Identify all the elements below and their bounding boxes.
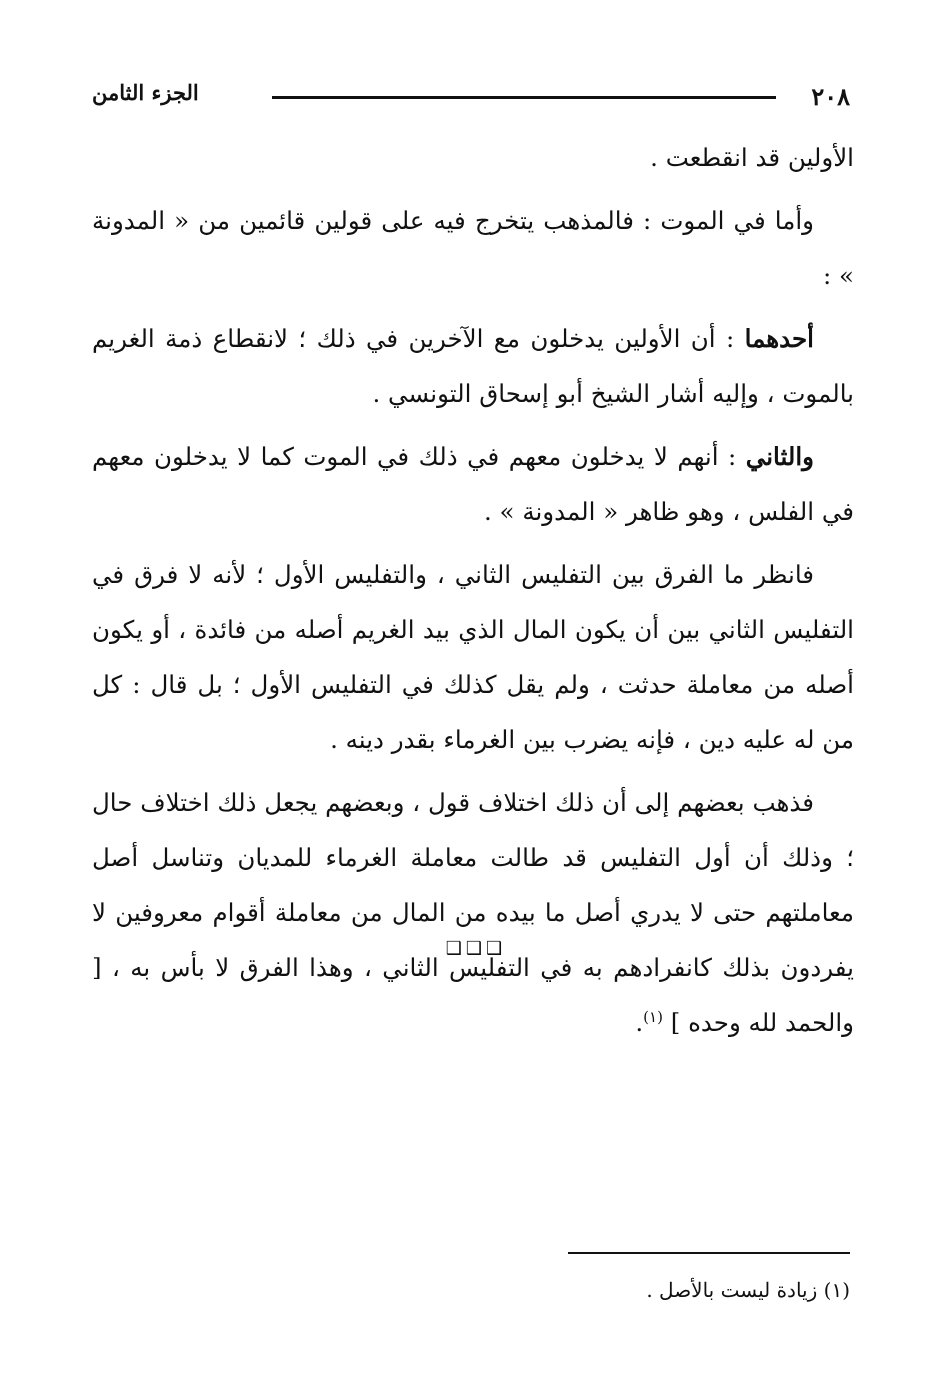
conclusion-end: . xyxy=(635,1008,644,1037)
first-opinion-lead: أحدهما xyxy=(744,324,814,353)
paragraph-death-case: وأما في الموت : فالمذهب يتخرج فيه على قولين قائمين من « المدونة » : xyxy=(92,206,854,290)
paragraph-conclusion xyxy=(92,775,854,1050)
page-header xyxy=(92,72,850,112)
section-end-ornament: ❑❑❑ xyxy=(445,938,507,959)
conclusion-text: فذهب بعضهم إلى أن ذلك اختلاف قول ، وبعضهم يجعل ذلك اختلاف حال ؛ وذلك أن أول التفليس قد طالت معاملة الغرماء للمديان وتناسل أصل معاملتهم حتى لا يدري أصل ما بيده من المال من معاملة أقوام معروفين لا يفردون بذلك كانفرادهم به في التفليس الثاني ، وهذا الفرق لا بأس به ، [ والحمد لله وحده ] xyxy=(92,788,854,1037)
main-text xyxy=(92,130,854,1058)
paragraph-continuation: الأولين قد انقطعت . xyxy=(650,143,854,172)
running-title: الجزء الثامن xyxy=(92,80,199,105)
footnote: (١) زيادة ليست بالأصل . xyxy=(646,1278,850,1302)
footnote-reference: (١) xyxy=(643,1007,663,1026)
paragraph-difference: فانظر ما الفرق بين التفليس الثاني ، والتفليس الأول ؛ لأنه لا فرق في التفليس الثاني بين أن يكون المال الذي بيد الغريم أصله من فائدة ، أو يكون أصله من معاملة حدثت ، ولم يقل كذلك في التفليس الأول ؛ بل قال : كل من له عليه دين ، فإنه يضرب بين الغرماء بقدر دينه . xyxy=(92,560,854,754)
paragraph-second-opinion xyxy=(92,429,854,539)
first-opinion-text: : أن الأولين يدخلون مع الآخرين في ذلك ؛ لانقطاع ذمة الغريم بالموت ، وإليه أشار الشيخ أبو إسحاق التونسي . xyxy=(92,324,854,408)
page-number: ٢٠٨ xyxy=(811,82,850,111)
second-opinion-lead: والثاني xyxy=(745,442,814,471)
second-opinion-text: : أنهم لا يدخلون معهم في ذلك في الموت كما لا يدخلون معهم في الفلس ، وهو ظاهر « المدونة » . xyxy=(92,442,854,526)
header-rule xyxy=(272,96,776,99)
paragraph-first-opinion xyxy=(92,311,854,421)
footnote-rule xyxy=(568,1252,850,1254)
